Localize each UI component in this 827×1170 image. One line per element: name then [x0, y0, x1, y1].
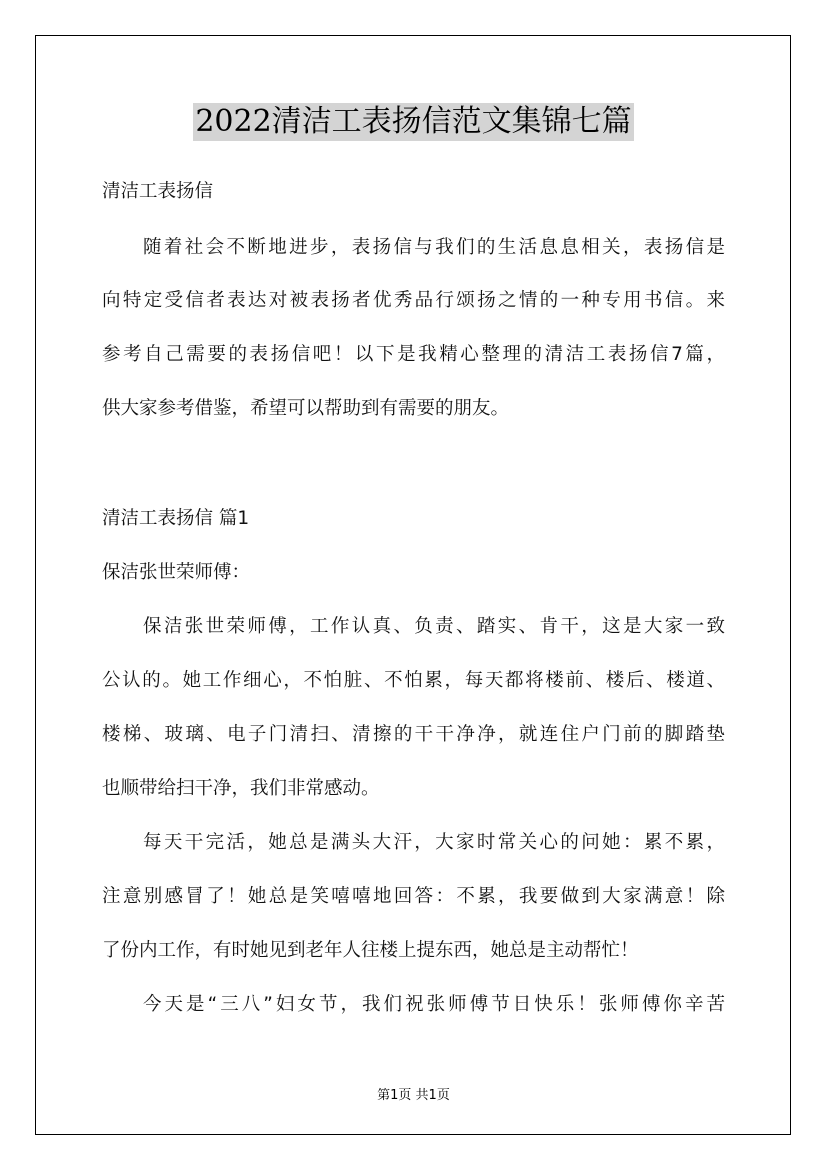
paragraph-line: 了份内工作，有时她见到老年人往楼上提东西，她总是主动帮忙！	[102, 940, 639, 961]
section-heading: 清洁工表扬信 篇1	[102, 508, 250, 529]
paragraph-line: 公认的。她工作细心，不怕脏、不怕累，每天都将楼前、楼后、楼道、	[102, 670, 725, 691]
paragraph-line: 注意别感冒了！她总是笑嘻嘻地回答：不累，我要做到大家满意！除	[102, 886, 725, 907]
paragraph-line: 供大家参考借鉴，希望可以帮助到有需要的朋友。	[102, 398, 510, 419]
paragraph-line: 参考自己需要的表扬信吧！以下是我精心整理的清洁工表扬信7篇，	[102, 344, 725, 365]
section-heading: 清洁工表扬信	[102, 181, 214, 202]
paragraph-line: 保洁张世荣师傅，工作认真、负责、踏实、肯干，这是大家一致	[143, 616, 725, 637]
salutation: 保洁张世荣师傅：	[102, 562, 251, 583]
title-container	[0, 103, 827, 141]
page-footer: 第1页 共1页	[377, 1088, 450, 1103]
paragraph-line: 每天干完活，她总是满头大汗，大家时常关心的问她：累不累，	[143, 832, 725, 853]
document-title: 2022清洁工表扬信范文集锦七篇	[195, 104, 632, 139]
paragraph-line: 楼梯、玻璃、电子门清扫、清擦的干干净净，就连住户门前的脚踏垫	[102, 724, 725, 745]
paragraph-line: 今天是“三八”妇女节，我们祝张师傅节日快乐！张师傅你辛苦	[143, 994, 725, 1015]
paragraph-line: 向特定受信者表达对被表扬者优秀品行颂扬之情的一种专用书信。来	[102, 290, 725, 311]
paragraph-line: 随着社会不断地进步，表扬信与我们的生活息息相关，表扬信是	[143, 237, 725, 258]
paragraph-line: 也顺带给扫干净，我们非常感动。	[102, 778, 380, 799]
